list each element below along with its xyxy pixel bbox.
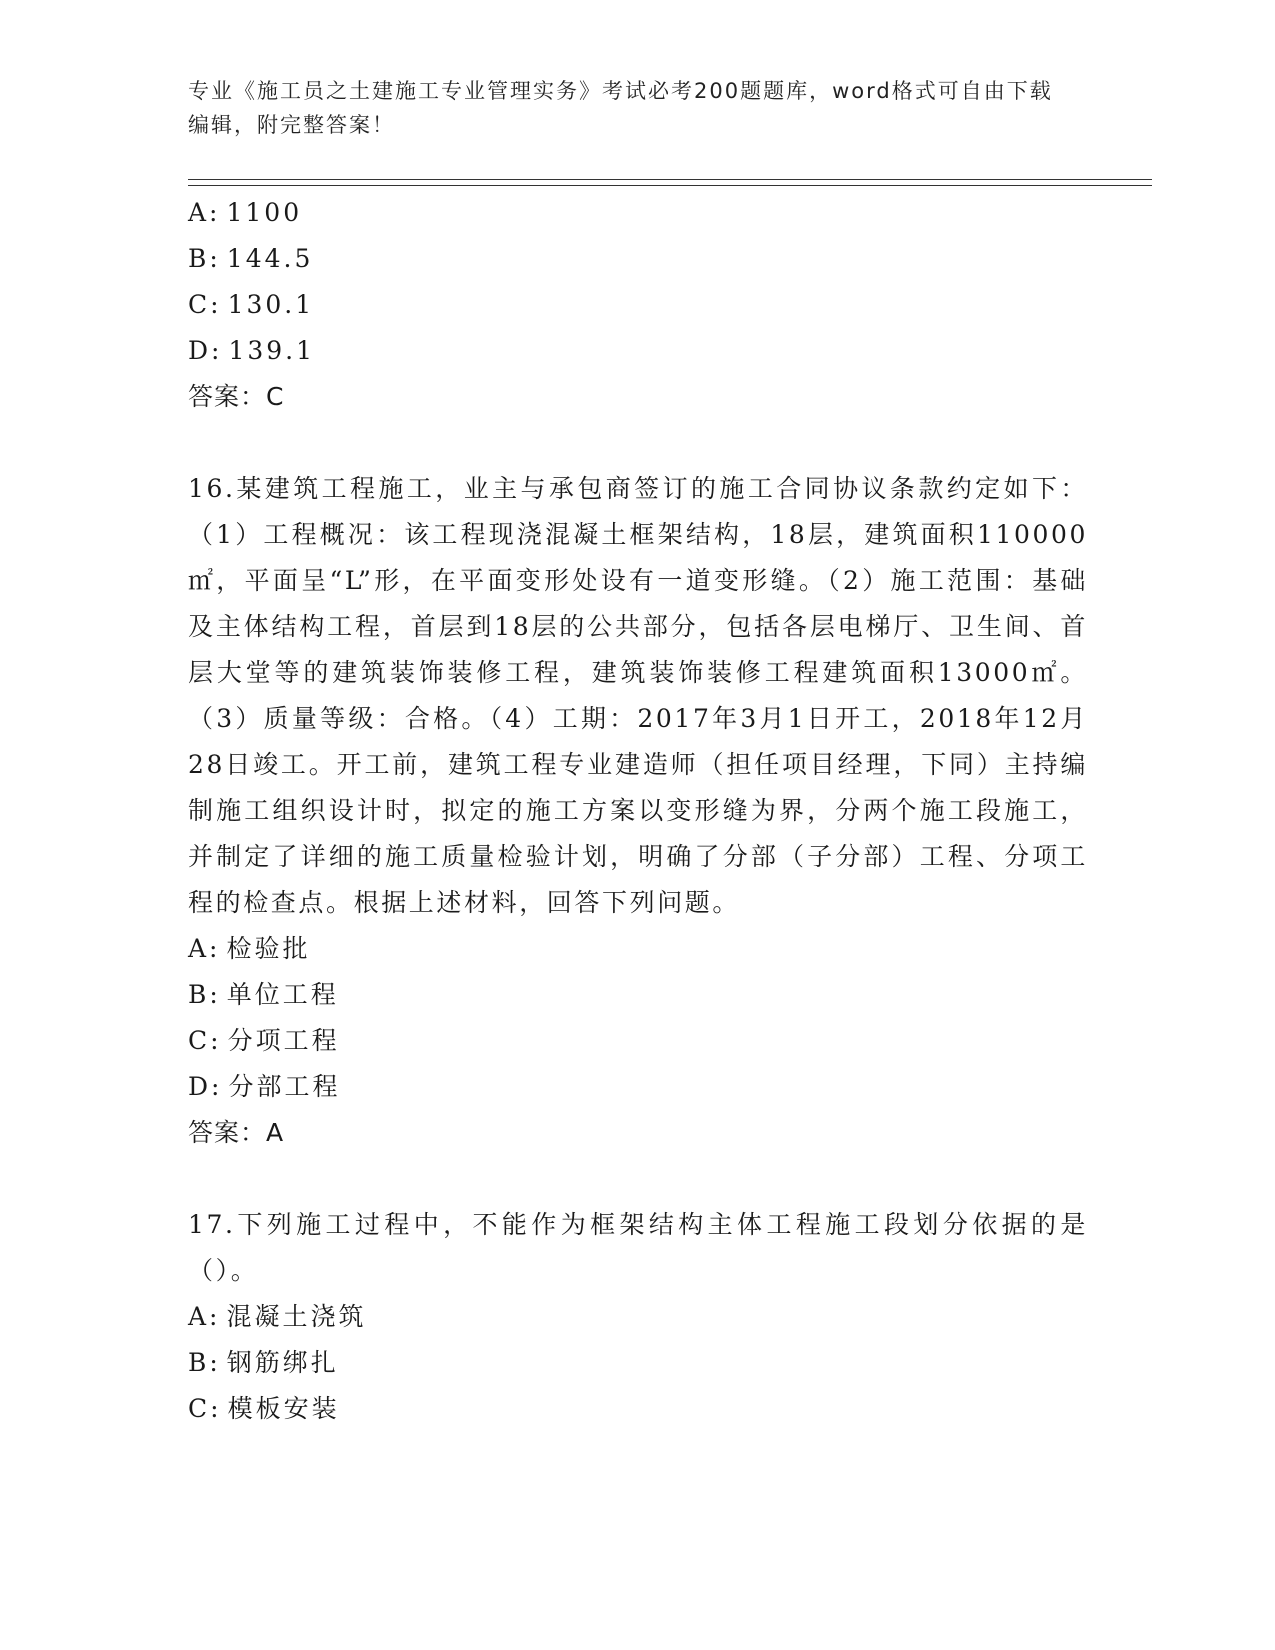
option-text: 139.1 <box>228 336 316 365</box>
option-b <box>188 236 1088 282</box>
option-text: 分部工程 <box>228 1072 341 1101</box>
option-letter: A: <box>188 1302 221 1331</box>
option-c <box>188 1018 1088 1064</box>
answer-line: 答案：C <box>188 382 285 411</box>
option-text: 检验批 <box>226 934 311 963</box>
option-letter: C: <box>188 1394 222 1423</box>
option-d <box>188 1064 1088 1110</box>
answer-line: 答案：A <box>188 1118 285 1147</box>
question-16-block <box>188 466 1088 1156</box>
option-text: 1100 <box>226 198 303 227</box>
option-text: 130.1 <box>227 290 315 319</box>
option-letter: D: <box>188 1072 223 1101</box>
option-letter: B: <box>188 244 221 273</box>
option-letter: D: <box>188 336 223 365</box>
page-header <box>188 74 1068 142</box>
option-letter: B: <box>188 980 221 1009</box>
option-text: 分项工程 <box>227 1026 340 1055</box>
option-a <box>188 190 1088 236</box>
option-text: 模板安装 <box>227 1394 340 1423</box>
option-c <box>188 1386 1088 1432</box>
header-double-rule <box>188 179 1152 186</box>
option-letter: A: <box>188 934 221 963</box>
option-a <box>188 1294 1088 1340</box>
header-text: 专业《施工员之土建施工专业管理实务》考试必考200题题库，word格式可自由下载编辑，附完整答案！ <box>188 79 1053 137</box>
option-text: 混凝土浇筑 <box>226 1302 367 1331</box>
question-17-block <box>188 1202 1088 1432</box>
question-text: 17.下列施工过程中，不能作为框架结构主体工程施工段划分依据的是（）。 <box>188 1210 1088 1285</box>
spacer <box>188 420 1088 466</box>
option-text: 144.5 <box>226 244 314 273</box>
option-letter: B: <box>188 1348 221 1377</box>
document-body <box>188 190 1088 1432</box>
option-d <box>188 328 1088 374</box>
option-b <box>188 972 1088 1018</box>
option-b <box>188 1340 1088 1386</box>
option-letter: C: <box>188 290 222 319</box>
option-a <box>188 926 1088 972</box>
question-text: 16.某建筑工程施工，业主与承包商签订的施工合同协议条款约定如下：（1）工程概况：该工程现浇混凝土框架结构，18层，建筑面积110000㎡，平面呈“L”形，在平面变形处设有一道变形缝。（2）施工范围：基础及主体结构工程，首层到18层的公共部分，包括各层电梯厅、卫生间、首层大堂等的建筑装饰装修工程，建筑装饰装修工程建筑面积13000㎡。（3）质量等级：合格。（4）工期：2017年3月1日开工，2018年12月28日竣工。开工前，建筑工程专业建造师（担任项目经理，下同）主持编制施工组织设计时，拟定的施工方案以变形缝为界，分两个施工段施工，并制定了详细的施工质量检验计划，明确了分部（子分部）工程、分项工程的检查点。根据上述材料，回答下列问题。 <box>188 474 1088 917</box>
option-letter: C: <box>188 1026 222 1055</box>
spacer <box>188 1156 1088 1202</box>
option-c <box>188 282 1088 328</box>
option-text: 单位工程 <box>226 980 339 1009</box>
option-letter: A: <box>188 198 221 227</box>
question-15-block <box>188 190 1088 420</box>
option-text: 钢筋绑扎 <box>226 1348 339 1377</box>
